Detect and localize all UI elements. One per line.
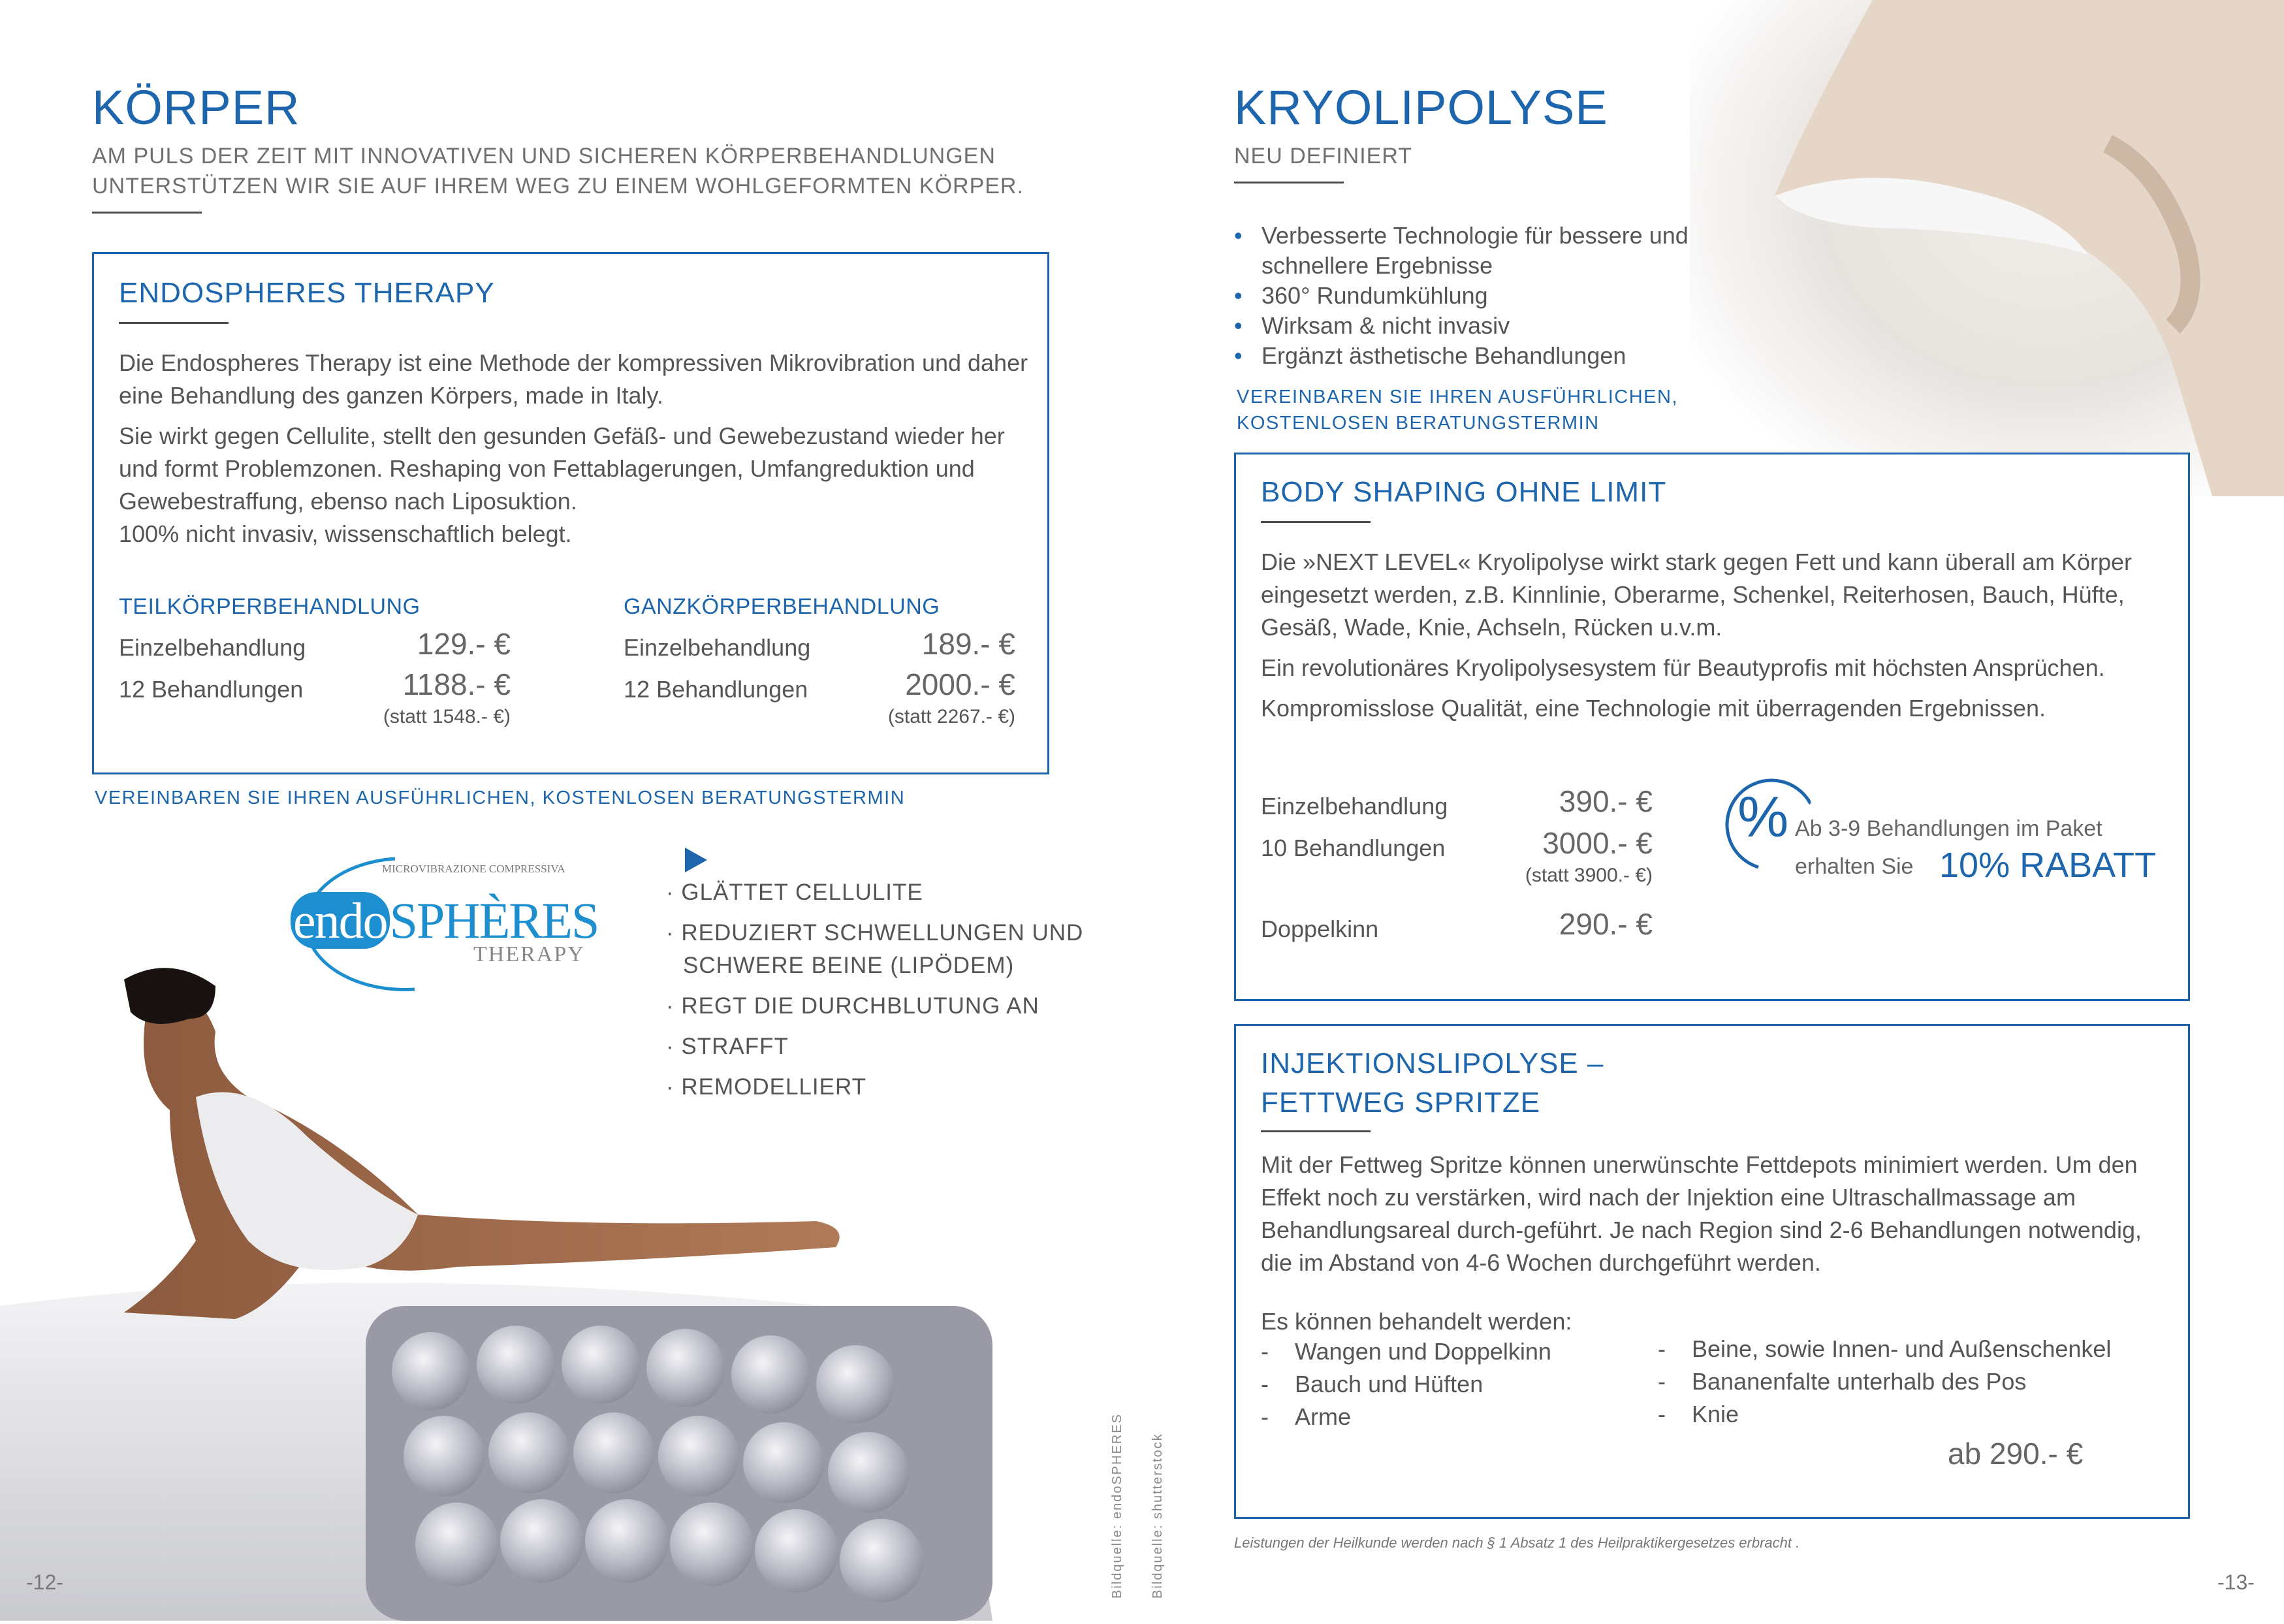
price-value: 290.- € xyxy=(1559,907,1653,941)
area-item: Wangen und Doppelkinn xyxy=(1295,1338,1551,1365)
box-text xyxy=(119,347,1033,550)
price-header: GANZKÖRPERBEHANDLUNG xyxy=(624,594,940,619)
price-note: (statt 2267.- €) xyxy=(887,706,1015,727)
logo-tagline: MICROVIBRAZIONE COMPRESSIVA xyxy=(382,863,565,875)
page-number: -13- xyxy=(2217,1570,2255,1594)
page-subtitle xyxy=(92,141,1024,201)
area-list-2: - Beine, sowie Innen- und Außenschenkel - Bananenfalte unterhalb des Pos - Knie xyxy=(1658,1335,2112,1427)
page-title-koerper: KÖRPER xyxy=(92,80,300,135)
kryo-prices xyxy=(1261,784,1653,957)
price-full xyxy=(624,594,1015,727)
box-title: BODY SHAPING OHNE LIMIT xyxy=(1261,476,1667,508)
price-value: 1188.- € xyxy=(402,667,511,701)
play-arrow-icon xyxy=(685,848,707,872)
box-title xyxy=(1261,1044,1604,1122)
image-credit: Bildquelle: shutterstock xyxy=(1150,1433,1165,1599)
subtitle-line: AM PULS DER ZEIT MIT INNOVATIVEN UND SICHEREN KÖRPERBEHANDLUNGEN xyxy=(92,144,996,168)
paragraph: Ein revolutionäres Kryolipolysesystem für Beautyprofis mit höchsten Ansprüchen. xyxy=(1261,654,2105,681)
feature-item: · REMODELLIERT xyxy=(666,1074,867,1100)
bullet-item: • Ergänzt ästhetische Behandlungen xyxy=(1234,341,1704,371)
price-label: Einzelbehandlung xyxy=(119,634,306,661)
feature-item: · GLÄTTET CELLULITE xyxy=(666,880,923,905)
logo-text: THERAPY xyxy=(473,942,585,966)
paragraph: Die Endospheres Therapy ist eine Methode der kompressiven Mikrovibration und daher eine Behandlung des ganzen Körpers, made in Italy. xyxy=(119,349,1028,409)
injektionslipolyse-box xyxy=(1234,1024,2190,1519)
paragraph: Sie wirkt gegen Cellulite, stellt den gesunden Gefäß- und Gewebezustand wieder her und formt Problemzonen. Reshaping von Fettablagerungen, Umfangreduktion und Gewebestraffung, ebenso nach Liposuktion. xyxy=(119,422,1005,515)
price-value: 2000.- € xyxy=(905,667,1015,701)
cta-line[interactable]: KOSTENLOSEN BERATUNGSTERMIN xyxy=(1237,413,1600,434)
price-value: 390.- € xyxy=(1559,784,1653,818)
page-title-kryolipolyse: KRYOLIPOLYSE xyxy=(1234,80,1608,135)
price-note: (statt 1548.- €) xyxy=(383,706,511,727)
endospheres-box xyxy=(92,252,1049,774)
price-label: Doppelkinn xyxy=(1261,915,1379,942)
price-value: 189.- € xyxy=(921,627,1015,661)
bullet-item: • Wirksam & nicht invasiv xyxy=(1234,311,1704,341)
feature-list xyxy=(666,876,1083,1111)
discount-highlight: 10% RABATT xyxy=(1939,846,2157,885)
logo-text: endo xyxy=(291,892,390,949)
area-item: Beine, sowie Innen- und Außenschenkel xyxy=(1692,1335,2112,1362)
divider xyxy=(92,212,202,214)
feature-bullets xyxy=(1234,221,1704,371)
price-partial xyxy=(119,594,511,727)
area-list-1: - Wangen und Doppelkinn - Bauch und Hüften - Arme xyxy=(1261,1338,1551,1430)
feature-item: SCHWERE BEINE (LIPÖDEM) xyxy=(683,953,1015,978)
price-label: Einzelbehandlung xyxy=(1261,793,1448,820)
divider xyxy=(1261,1130,1371,1132)
price-header: TEILKÖRPERBEHANDLUNG xyxy=(119,594,420,619)
price-label: 12 Behandlungen xyxy=(624,676,808,703)
body-photo xyxy=(1690,0,2284,496)
percent-icon: % xyxy=(1737,784,1789,849)
feature-item: · REGT DIE DURCHBLUTUNG AN xyxy=(666,993,1039,1019)
box-title-line: FETTWEG SPRITZE xyxy=(1261,1087,1541,1119)
divider xyxy=(119,322,229,324)
price-label: Einzelbehandlung xyxy=(624,634,811,661)
paragraph: Die »NEXT LEVEL« Kryolipolyse wirkt stark gegen Fett und kann überall am Körper eingesetzt werden, z.B. Kinnlinie, Oberarme, Schenkel, Reiterhosen, Bauch, Hüfte, Gesäß, Wade, Knie, Achseln, Rücken u.v.m. xyxy=(1261,549,2132,641)
endospheres-logo xyxy=(284,852,604,993)
box-text xyxy=(1261,546,2175,725)
list-title: Es können behandelt werden: xyxy=(1261,1308,1572,1335)
price-label: 12 Behandlungen xyxy=(119,676,304,703)
price-note: (statt 3900.- €) xyxy=(1525,865,1653,886)
cta-line[interactable]: VEREINBAREN SIE IHREN AUSFÜHRLICHEN, xyxy=(1237,387,1679,407)
price-value: 3000.- € xyxy=(1542,826,1653,860)
subtitle-line: UNTERSTÜTZEN WIR SIE AUF IHREM WEG ZU EINEM WOHLGEFORMTEN KÖRPER. xyxy=(92,174,1024,199)
bullet-item: • Verbesserte Technologie für bessere und schnellere Ergebnisse xyxy=(1234,221,1704,281)
price-value: 129.- € xyxy=(417,627,511,661)
price-label: 10 Behandlungen xyxy=(1261,835,1446,861)
paragraph: 100% nicht invasiv, wissenschaftlich belegt. xyxy=(119,520,572,547)
bullet-item: • 360° Rundumkühlung xyxy=(1234,281,1704,311)
feature-item: · REDUZIERT SCHWELLUNGEN UND xyxy=(666,920,1084,946)
area-item: Knie xyxy=(1692,1401,1739,1427)
paragraph: Kompromisslose Qualität, eine Technologie mit überragenden Ergebnissen. xyxy=(1261,695,2046,722)
discount-text: Ab 3-9 Behandlungen im Paket xyxy=(1795,816,2102,841)
image-credit: Bildquelle: endoSPHERES xyxy=(1110,1413,1124,1599)
page-subtitle: NEU DEFINIERT xyxy=(1234,144,1413,168)
area-item: Bananenfalte unterhalb des Pos xyxy=(1692,1368,2027,1395)
discount-text: erhalten Sie xyxy=(1795,854,1914,879)
price-value: ab 290.- € xyxy=(1948,1437,2084,1471)
divider xyxy=(1234,182,1344,183)
divider xyxy=(1261,521,1371,523)
logo-text: SPHÈRES xyxy=(389,892,599,949)
consultation-link[interactable]: VEREINBAREN SIE IHREN AUSFÜHRLICHEN, KOSTENLOSEN BERATUNGSTERMIN xyxy=(95,788,906,808)
box-title-line: INJEKTIONSLIPOLYSE – xyxy=(1261,1047,1604,1079)
legal-footnote: Leistungen der Heilkunde werden nach § 1 Absatz 1 des Heilpraktikergesetzes erbracht . xyxy=(1234,1535,1800,1551)
area-item: Bauch und Hüften xyxy=(1295,1371,1483,1397)
discount-badge xyxy=(1719,774,2176,892)
area-item: Arme xyxy=(1295,1403,1352,1430)
page-number: -12- xyxy=(26,1570,63,1594)
body-shaping-box xyxy=(1234,453,2190,1001)
consultation-link[interactable] xyxy=(1237,384,1678,436)
box-text: Mit der Fettweg Spritze können unerwünschte Fettdepots minimiert werden. Um den Effekt noch zu verstärken, wird nach der Injektion eine Ultraschallmassage am Behandlungsareal durch-geführt. Je nach Region sind 2-6 Behandlungen notwendig, die im Abstand von 4-6 Wochen durchgeführt werden. xyxy=(1261,1151,2142,1276)
box-title: ENDOSPHERES THERAPY xyxy=(119,277,495,309)
feature-item: · STRAFFT xyxy=(666,1034,789,1059)
